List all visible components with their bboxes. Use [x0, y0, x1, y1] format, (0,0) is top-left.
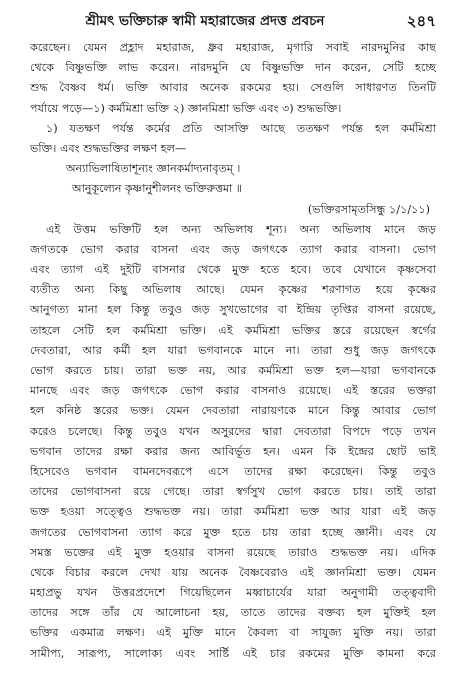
text-line: থেকে বিষ্ণুভক্তি লাভ করেন। নারদমুনি যে বিষ্ণুভক্তি দান করেন, সেটি হচ্ছে	[30, 61, 436, 75]
text-line: সমস্ত ভক্তের এই মুক্ত হওয়ার বাসনা রয়েছে তারাও শুদ্ধভক্ত নয়। এদিক	[30, 545, 436, 559]
text-line: করেও চলেছে। কিন্তু তবুও যখন অসুরদের দ্বারা দেবতারা বিপদে পড়ে তখন	[30, 424, 436, 438]
text-line: থেকে বিচার করলে দেখা যায় অনেক বৈষ্ণবেরাও এই জ্ঞানমিশ্রা ভক্ত। যেমন	[30, 565, 436, 579]
text-line: জগতের ভোগবাসনা ত্যাগ করে মুক্ত হতে চায় তারা হচ্ছে জ্ঞানী। এবং যে	[30, 525, 436, 539]
text-line: ভোগ করতে চায়। তারা ভক্ত নয়, আর কর্মমিশ্রা ভক্ত হল—যারা ভগবানকে	[30, 364, 436, 377]
body-text	[30, 38, 436, 664]
text-line: হল কনিষ্ঠ স্তরের ভক্ত। যেমন দেবতারা নারায়ণকে মানে কিন্তু আবার ভোগ	[30, 404, 436, 418]
verse-line: অন্যাভিলাষিতাশূন্যং জ্ঞানকর্মাদ্যনাবৃতম্ ।	[66, 162, 241, 176]
text-line: ভক্ত হওয়া সত্ত্বেও শুদ্ধভক্ত নয়। তারা কর্মমিশ্রা ভক্ত আর যারা এই জড়	[30, 505, 436, 519]
text-line: মানছে এবং জড় জগৎকে ভোগ করার বাসনাও রয়েছে। এই স্তরের ভক্তরা	[30, 384, 436, 398]
text-line: আনুগত্য মানা হল কিন্তু তবুও জড় সুখভোগের বা ইন্দ্রিয় তৃপ্তির বাসনা রয়েছে,	[30, 303, 436, 317]
text-line: তাদের সঙ্গে তাঁর যে আলোচনা হয়, তাতে তাদের বক্তব্য হল মুক্তিই হল	[30, 606, 436, 620]
text-line: তাদের ভোগবাসনা রয়ে গেছে। তারা স্বর্গসুখ ভোগ করতে চায়। তাই তারা	[30, 485, 436, 499]
running-title: শ্রীমৎ ভক্তিচারু স্বামী মহারাজের প্রদত্ত প্রবচন	[85, 13, 325, 29]
text-line: মহাপ্রভু যখন উত্তরপ্রদেশে গিয়েছিলেন মধ্বাচার্যের যারা অনুগামী তত্ত্ববাদী	[30, 586, 436, 600]
text-line: ব্যতীত অন্য কিছু অভিলাষ আছে। যেমন কৃষ্ণের শরণাগত হয়ে কৃষ্ণের	[30, 283, 436, 297]
text-line: এই উত্তম ভক্তিটি হল অন্য অভিলাষ শূন্য। অন্য অভিলাষ মানে জড়	[46, 222, 436, 236]
text-line: দেবতারা, আর কর্মী হল যারা ভগবানকে মানে না। তারা শুধু জড় জগৎকে	[30, 343, 436, 357]
text-line: ১) যতক্ষণ পর্যন্ত কর্মের প্রতি আসক্তি আছে ততক্ষণ পর্যন্ত হল কর্মমিশ্রা	[46, 121, 436, 135]
text-line: সামীপ্য, সারূপ্য, সালোক্য এবং সার্ষ্টি এই চার রকমের মুক্তি কামনা করে	[30, 646, 436, 660]
verse-line: আনুকূল্যেন কৃষ্ণানুশীলনং ভক্তিরুত্তমা ॥	[72, 182, 242, 196]
text-line: শুদ্ধ বৈষ্ণব ধর্ম। ভক্তি আবার অনেক রকমের হয়। সেগুলি সাধারণত তিনটি	[30, 81, 436, 95]
text-line: জগতকে ভোগ করার বাসনা এবং জড় জগৎকে ত্যাগ করার বাসনা। ভোগ	[30, 242, 436, 256]
page-number: ২৪৭	[406, 12, 436, 30]
text-line: ভগবান তাদের রক্ষা করার জন্য আবির্ভূত হন। এমন কি ইন্দ্রের ছোট ভাই	[30, 444, 436, 458]
text-line: ভক্তির একমাত্র লক্ষণ। এই মুক্তি মানে কৈবল্য বা সাযুজ্য মুক্তি নয়। তারা	[30, 626, 436, 640]
text-line: এবং ত্যাগ এই দুইটি বাসনার থেকে মুক্ত হতে হবে। তবে যেখানে কৃষ্ণসেবা	[30, 263, 436, 277]
verse-reference: (ভক্তিরসামৃতসিন্ধু ১/১/১১)	[307, 202, 430, 216]
text-line: পর্যায়ে পড়ে—১) কর্মমিশ্রা ভক্তি ২) জ্ঞানমিশ্রা ভক্তি এবং ৩) শুদ্ধভক্তি।	[30, 101, 342, 115]
text-line: তাহলে সেটি হল কর্মমিশ্রা ভক্তি। এই কর্মমিশ্রা ভক্তির স্তরে রয়েছেন স্বর্গের	[30, 323, 436, 337]
text-line: করেছেন। যেমন প্রহ্লাদ মহারাজ, ধ্রুব মহারাজ, মৃগারি সবাই নারদমুনির কাছ	[30, 41, 436, 54]
text-line: ভক্তি। এবং শুদ্ধভক্তির লক্ষণ হল—	[30, 141, 187, 155]
text-line: হিসেবেও ভগবান বামনদেবরূপে এসে তাদের রক্ষা করেছেন। কিন্তু তবুও	[30, 464, 436, 478]
page-header	[30, 10, 440, 32]
